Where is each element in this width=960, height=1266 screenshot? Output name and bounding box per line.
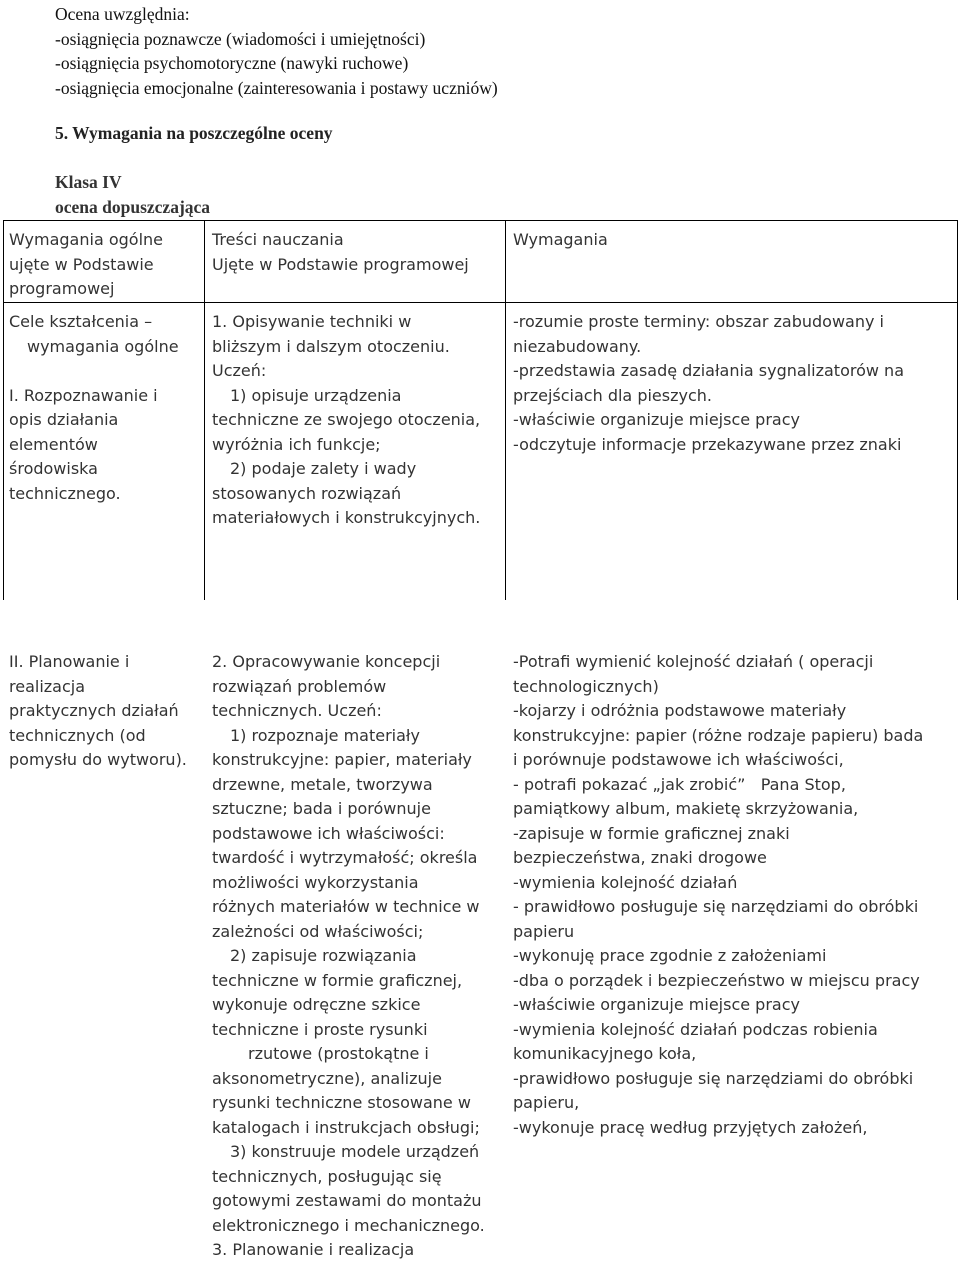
- intro-line: -osiągnięcia psychomotoryczne (nawyki ruchowe): [55, 53, 409, 73]
- header-general-requirements: [9, 228, 199, 302]
- cell-line: wymagania ogólne: [27, 336, 179, 356]
- cell-line: praktycznych działań: [9, 701, 179, 720]
- cell-line: -prawidłowo posługuje się narzędziami do obróbki: [513, 1068, 914, 1088]
- cell-line: konstrukcyjne: papier (różne rodzaje papieru) bada: [513, 725, 924, 745]
- cell-line: -właściwie organizuje miejsce pracy: [513, 410, 800, 429]
- cell-line: aksonometryczne), analizuje: [212, 1068, 442, 1088]
- cell-line: wyróżnia ich funkcje;: [212, 434, 381, 454]
- cell-line: elementów: [9, 434, 98, 454]
- section-title: 5. Wymagania na poszczególne oceny: [55, 123, 333, 143]
- cell-line: -odczytuje informacje przekazywane przez znaki: [513, 434, 902, 454]
- cell-line: Cele kształcenia –: [9, 312, 153, 331]
- intro-line: -osiągnięcia emocjonalne (zainteresowania i postawy uczniów): [55, 77, 498, 98]
- cell-line: technicznych, posługując się: [212, 1166, 442, 1186]
- cell-line: rysunki techniczne stosowane w: [212, 1093, 471, 1112]
- cell-line: papieru: [513, 921, 575, 941]
- cell-line: sztuczne; bada i porównuje: [212, 799, 431, 818]
- intro-line: Ocena uwzględnia:: [55, 4, 190, 24]
- cell-line: wykonuje odręczne szkice: [212, 995, 421, 1014]
- header-line: Ujęte w Podstawie programowej: [212, 254, 469, 274]
- cell-line: -właściwie organizuje miejsce pracy: [513, 995, 800, 1014]
- header-line: Treści nauczania: [212, 230, 344, 249]
- cell-line: realizacja: [9, 676, 86, 696]
- table-border-left: [3, 220, 4, 600]
- cell-line: 1) opisuje urządzenia: [230, 385, 402, 405]
- cell-line: techniczne ze swojego otoczenia,: [212, 410, 481, 429]
- cell-line: technicznych. Uczeń:: [212, 701, 382, 720]
- table-column-divider: [204, 220, 205, 600]
- cell-line: -dba o porządek i bezpieczeństwo w miejscu pracy: [513, 970, 920, 990]
- header-line: ujęte w Podstawie: [9, 254, 154, 274]
- cell-line: -wymienia kolejność działań: [513, 872, 738, 892]
- cell-line: niezabudowany.: [513, 336, 642, 356]
- cell-line: 1. Opisywanie techniki w: [212, 312, 412, 331]
- cell-line: technicznego.: [9, 483, 121, 503]
- cell-line: papieru,: [513, 1093, 580, 1112]
- cell-line: 1) rozpoznaje materiały: [230, 725, 420, 745]
- cell-line: bezpieczeństwa, znaki drogowe: [513, 848, 767, 867]
- cell-line: różnych materiałów w technice w: [212, 897, 480, 916]
- table-border-right: [957, 220, 958, 600]
- cell-line: pomysłu do wytworu).: [9, 750, 187, 769]
- header-requirements: [513, 228, 953, 253]
- cell-line: -wykonuję prace zgodnie z założeniami: [513, 946, 827, 965]
- table-header-divider: [3, 302, 957, 303]
- cell-line: -kojarzy i odróżnia podstawowe materiały: [513, 701, 847, 720]
- cell-line: Uczeń:: [212, 361, 267, 380]
- cell-line: techniczne i proste rysunki: [212, 1019, 428, 1039]
- cell-line: - prawidłowo posługuje się narzędziami do obróbki: [513, 897, 919, 916]
- cell-line: katalogach i instrukcjach obsługi;: [212, 1117, 480, 1137]
- cell-line: materiałowych i konstrukcyjnych.: [212, 508, 481, 527]
- row2-teaching-content: [212, 650, 507, 1263]
- cell-line: 2. Opracowywanie koncepcji: [212, 652, 441, 671]
- cell-line: -Potrafi wymienić kolejność działań ( operacji: [513, 652, 874, 671]
- intro-text: [55, 2, 498, 100]
- cell-line: gotowymi zestawami do montażu: [212, 1191, 482, 1210]
- cell-line: drzewne, metale, tworzywa: [212, 774, 433, 794]
- cell-line: możliwości wykorzystania: [212, 872, 419, 892]
- cell-line: pamiątkowy album, makietę skrzyżowania,: [513, 799, 859, 818]
- row1-teaching-content: [212, 310, 504, 531]
- cell-line: zależności od właściwości;: [212, 921, 424, 941]
- cell-line: elektronicznego i mechanicznego.: [212, 1215, 485, 1235]
- cell-line: podstawowe ich właściwości:: [212, 823, 445, 843]
- cell-line: - potrafi pokazać „jak zrobić” Pana Stop,: [513, 774, 846, 794]
- cell-line: -przedstawia zasadę działania sygnalizatorów na: [513, 361, 904, 380]
- cell-line: -rozumie proste terminy: obszar zabudowany i: [513, 312, 884, 331]
- cell-line: I. Rozpoznawanie i: [9, 385, 158, 405]
- cell-line: [9, 359, 199, 384]
- cell-line: konstrukcyjne: papier, materiały: [212, 750, 472, 769]
- cell-line: 2) podaje zalety i wady: [230, 459, 417, 478]
- cell-line: technologicznych): [513, 676, 659, 696]
- header-line: Wymagania: [513, 230, 608, 249]
- cell-line: 2) zapisuje rozwiązania: [230, 946, 417, 965]
- table-column-divider: [505, 220, 506, 600]
- cell-line: bliższym i dalszym otoczeniu.: [212, 336, 450, 356]
- cell-line: twardość i wytrzymałość; określa: [212, 848, 478, 867]
- row2-general-requirements: [9, 650, 204, 773]
- grade-label: ocena dopuszczająca: [55, 197, 211, 217]
- cell-line: rzutowe (prostokątne i: [248, 1044, 429, 1063]
- row1-general-requirements: [9, 310, 199, 506]
- cell-line: i porównuje podstawowe ich właściwości,: [513, 750, 844, 769]
- cell-line: rozwiązań problemów: [212, 676, 387, 696]
- class-label: Klasa IV: [55, 172, 122, 192]
- cell-line: -zapisuje w formie graficznej znaki: [513, 823, 790, 843]
- cell-line: stosowanych rozwiązań: [212, 483, 402, 503]
- cell-line: techniczne w formie graficznej,: [212, 970, 463, 990]
- cell-line: 3) konstruuje modele urządzeń: [230, 1142, 480, 1161]
- cell-line: środowiska: [9, 459, 98, 478]
- header-teaching-content: [212, 228, 502, 277]
- cell-line: komunikacyjnego koła,: [513, 1044, 697, 1063]
- cell-line: technicznych (od: [9, 725, 146, 745]
- cell-line: 3. Planowanie i realizacja: [212, 1240, 415, 1259]
- cell-line: opis działania: [9, 410, 119, 429]
- cell-line: -wykonuje pracę według przyjętych założeń,: [513, 1117, 868, 1137]
- header-line: programowej: [9, 279, 115, 298]
- row1-requirements: [513, 310, 957, 457]
- intro-line: -osiągnięcia poznawcze (wiadomości i umiejętności): [55, 28, 426, 49]
- cell-line: II. Planowanie i: [9, 652, 130, 671]
- table-border-top: [3, 220, 957, 221]
- row2-requirements: [513, 650, 957, 1140]
- cell-line: -wymienia kolejność działań podczas robienia: [513, 1019, 878, 1039]
- cell-line: przejściach dla pieszych.: [513, 385, 712, 405]
- header-line: Wymagania ogólne: [9, 230, 163, 249]
